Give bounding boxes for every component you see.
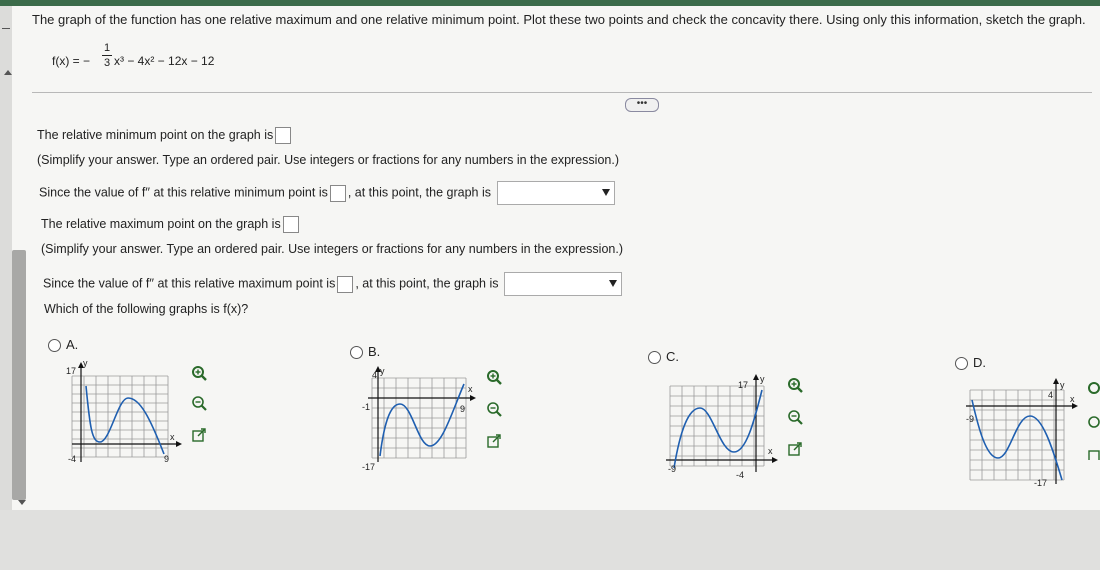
graph-c-tick-top: 17 — [738, 380, 749, 390]
option-d-radio[interactable] — [955, 357, 968, 370]
popout-icon[interactable] — [485, 432, 503, 450]
option-a-label: A. — [66, 337, 79, 352]
graph-b-tick-bottom: -17 — [362, 462, 376, 472]
zoom-out-icon[interactable] — [786, 408, 804, 426]
graph-a-y-label: y — [83, 358, 88, 368]
option-c-label: C. — [666, 349, 679, 364]
min-fpp-input[interactable] — [330, 185, 346, 202]
max-concavity-line — [43, 272, 622, 296]
graph-option-a — [64, 358, 188, 466]
min-concavity-line — [39, 181, 615, 205]
graph-b-curve — [380, 384, 464, 456]
dropdown-arrow-icon — [602, 189, 610, 196]
formula-rest: x³ − 4x² − 12x − 12 — [114, 54, 215, 68]
graph-b-y-label: y — [380, 366, 385, 376]
graph-c-tick-bottom: -4 — [736, 470, 745, 480]
graph-d-tick-left: -9 — [966, 414, 975, 424]
max-point-label: The relative maximum point on the graph is — [41, 216, 281, 231]
graph-b-tick-top: 4 — [372, 370, 378, 380]
popout-icon[interactable] — [190, 426, 208, 444]
collapse-icon[interactable] — [2, 28, 10, 29]
option-b-label: B. — [368, 344, 381, 359]
formula-fraction — [102, 42, 112, 69]
zoom-in-icon[interactable] — [485, 368, 503, 386]
min-concavity-dropdown[interactable] — [497, 181, 615, 205]
dropdown-arrow-icon — [609, 280, 617, 287]
zoom-out-icon[interactable] — [1086, 414, 1100, 432]
graph-c-x-label: x — [768, 446, 773, 456]
graph-c-tools — [786, 376, 806, 456]
zoom-out-icon[interactable] — [190, 394, 208, 412]
graph-a-x-label: x — [170, 432, 175, 442]
graph-d-tools — [1086, 380, 1100, 460]
question-text: The graph of the function has one relative maximum and one relative minimum point. Plot these two points and check the concavity there. Using only this information, sketch the graph. — [32, 12, 1086, 27]
min-point-line — [37, 127, 293, 144]
max-point-line — [41, 216, 301, 233]
max-concavity-prefix: Since the value of f′′ at this relative maximum point is — [43, 276, 336, 291]
graph-b-grid — [372, 378, 466, 458]
min-point-label: The relative minimum point on the graph is — [37, 127, 274, 142]
graph-a-tools — [190, 364, 210, 444]
formula-lhs: f(x) = − — [52, 54, 91, 68]
graph-b-tick-right: 9 — [460, 404, 466, 414]
option-d[interactable] — [955, 355, 986, 370]
expand-ellipsis-button[interactable]: ••• — [625, 98, 659, 112]
graph-b-tick-left: -1 — [362, 402, 371, 412]
graph-d-tick-top: 4 — [1048, 390, 1054, 400]
option-a[interactable] — [48, 337, 78, 352]
left-scrollbar-thumb[interactable] — [12, 250, 26, 500]
zoom-in-icon[interactable] — [1086, 380, 1100, 398]
option-c-radio[interactable] — [648, 351, 661, 364]
graph-option-c — [664, 372, 788, 480]
graph-question: Which of the following graphs is f(x)? — [44, 302, 249, 316]
graph-option-d — [964, 376, 1088, 488]
option-d-label: D. — [973, 355, 986, 370]
graph-d-grid — [970, 390, 1064, 480]
zoom-out-icon[interactable] — [485, 400, 503, 418]
graph-c-y-label: y — [760, 374, 765, 384]
min-point-input[interactable] — [275, 127, 291, 144]
zoom-in-icon[interactable] — [786, 376, 804, 394]
fraction-numerator: 1 — [103, 42, 111, 54]
graph-c-tick-left: -9 — [668, 464, 677, 474]
graph-a-tick-right: 9 — [164, 454, 170, 464]
max-point-input[interactable] — [283, 216, 299, 233]
max-concavity-suffix: , at this point, the graph is — [355, 276, 499, 291]
graph-b-tools — [485, 368, 505, 448]
option-c[interactable] — [648, 349, 679, 364]
footer-area — [0, 510, 1100, 570]
graph-d-tick-bottom: -17 — [1034, 478, 1048, 488]
max-concavity-dropdown[interactable] — [504, 272, 622, 296]
graph-d-y-label: y — [1060, 380, 1065, 390]
min-concavity-prefix: Since the value of f′′ at this relative minimum point is — [39, 185, 328, 200]
section-divider — [32, 92, 1092, 93]
graph-b-x-label: x — [468, 384, 473, 394]
option-b[interactable] — [350, 344, 380, 359]
option-a-radio[interactable] — [48, 339, 61, 352]
zoom-in-icon[interactable] — [190, 364, 208, 382]
min-instruction: (Simplify your answer. Type an ordered pair. Use integers or fractions for any numbers in the expression.) — [37, 153, 619, 167]
graph-option-b — [360, 364, 484, 472]
option-b-radio[interactable] — [350, 346, 363, 359]
scroll-down-icon[interactable] — [18, 500, 26, 505]
graph-d-x-label: x — [1070, 394, 1075, 404]
popout-icon[interactable] — [1086, 446, 1100, 460]
max-fpp-input[interactable] — [337, 276, 353, 293]
max-instruction: (Simplify your answer. Type an ordered pair. Use integers or fractions for any numbers in the expression.) — [41, 242, 623, 256]
scroll-up-icon[interactable] — [4, 70, 12, 75]
min-concavity-suffix: , at this point, the graph is — [347, 185, 491, 200]
graph-a-tick-top: 17 — [66, 366, 77, 376]
popout-icon[interactable] — [786, 440, 804, 458]
left-scrollbar-track[interactable] — [0, 6, 12, 510]
graph-a-tick-bottom: -4 — [68, 454, 77, 464]
fraction-denominator: 3 — [103, 57, 111, 69]
